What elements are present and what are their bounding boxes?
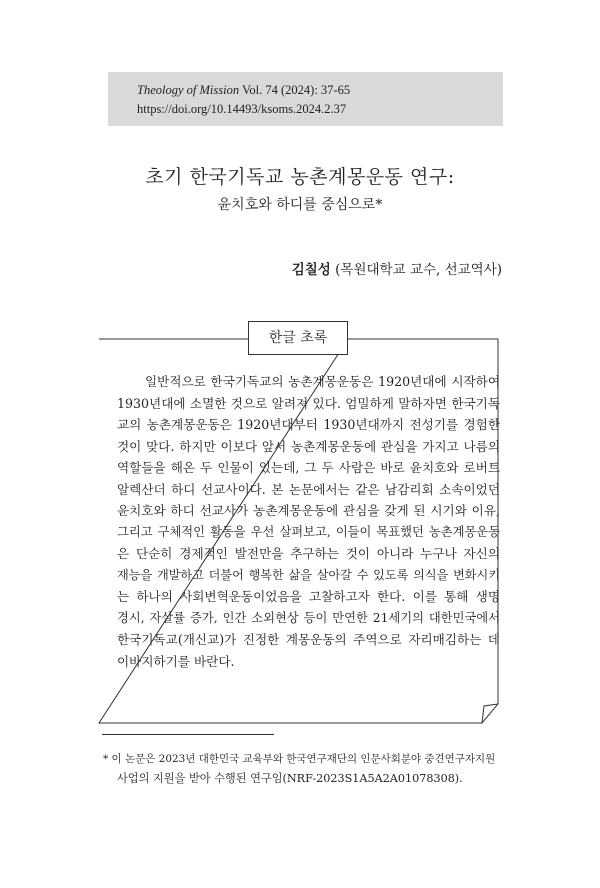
abstract-line: 이바지하기를 바란다. [117,653,235,669]
abstract-line: 1930년대에 소멸한 것으로 알려져 있다. 엄밀하게 말하자면 한국기독 [117,395,500,411]
paper-subtitle: 윤치호와 하디를 중심으로* [217,197,383,213]
journal-name: Theology of Mission [137,83,240,97]
journal-info-box [108,72,503,126]
journal-volume: Vol. 74 (2024): 37-65 [242,83,351,97]
author-name: 김칠성 [291,262,331,278]
abstract-line: 윤치호와 하디 선교사가 농촌계몽운동에 관심을 갖게 된 시기와 이유, [117,503,500,518]
abstract-line: 한국기독교(개신교)가 진정한 계몽운동의 주역으로 자리매김하는 데 [117,632,500,647]
abstract-line: 것이 맞다. 하지만 이보다 앞서 농촌계몽운동에 관심을 가지고 나름의 [117,438,500,454]
abstract-line: 알렉산더 하디 선교사이다. 본 논문에서는 같은 남감리회 소속이었던 [117,481,500,497]
abstract-line: 교의 농촌계몽운동은 1920년대부터 1930년대까지 전성기를 경험한 [117,417,500,432]
abstract-line: 는 하나의 사회변혁운동이었음을 고찰하고자 한다. 이를 통해 생명 [117,589,500,604]
abstract-line: 역할들을 해온 두 인물이 있는데, 그 두 사람은 바로 윤치호와 로버트 [117,460,500,475]
journal-citation [137,81,503,100]
author-affiliation: (목원대학교 교수, 선교역사) [335,262,502,278]
abstract-line: 일반적으로 한국기독교의 농촌계몽운동은 1920년대에 시작하여 [145,374,500,389]
author-line [292,258,502,278]
abstract-label: 한글 초록 [248,321,348,355]
footnote-line: * 이 논문은 2023년 대한민국 교육부와 한국연구재단의 인문사회분야 중견연구자지원 [103,753,496,765]
abstract-line: 경시, 자살률 증가, 인간 소외현상 등이 만연한 21세기의 대한민국에서 [117,610,500,625]
abstract-line: 그리고 구체적인 활동을 우선 살펴보고, 이들이 목표했던 농촌계몽운동 [117,524,500,539]
footnote-line: 사업의 지원을 받아 수행된 연구임(NRF-2023S1A5A2A01078308). [117,772,463,785]
abstract-line: 재능을 개발하고 더불어 행복한 삶을 살아갈 수 있도록 의식을 변화시키 [117,567,500,582]
footnote-divider [102,734,274,735]
footnote [103,750,503,788]
abstract-line: 은 단순히 경제적인 발전만을 추구하는 것이 아니라 누구나 자신의 [117,546,500,561]
abstract-body [117,371,500,672]
journal-doi: https://doi.org/10.14493/ksoms.2024.2.37 [137,102,347,116]
paper-title: 초기 한국기독교 농촌계몽운동 연구: [145,166,455,188]
